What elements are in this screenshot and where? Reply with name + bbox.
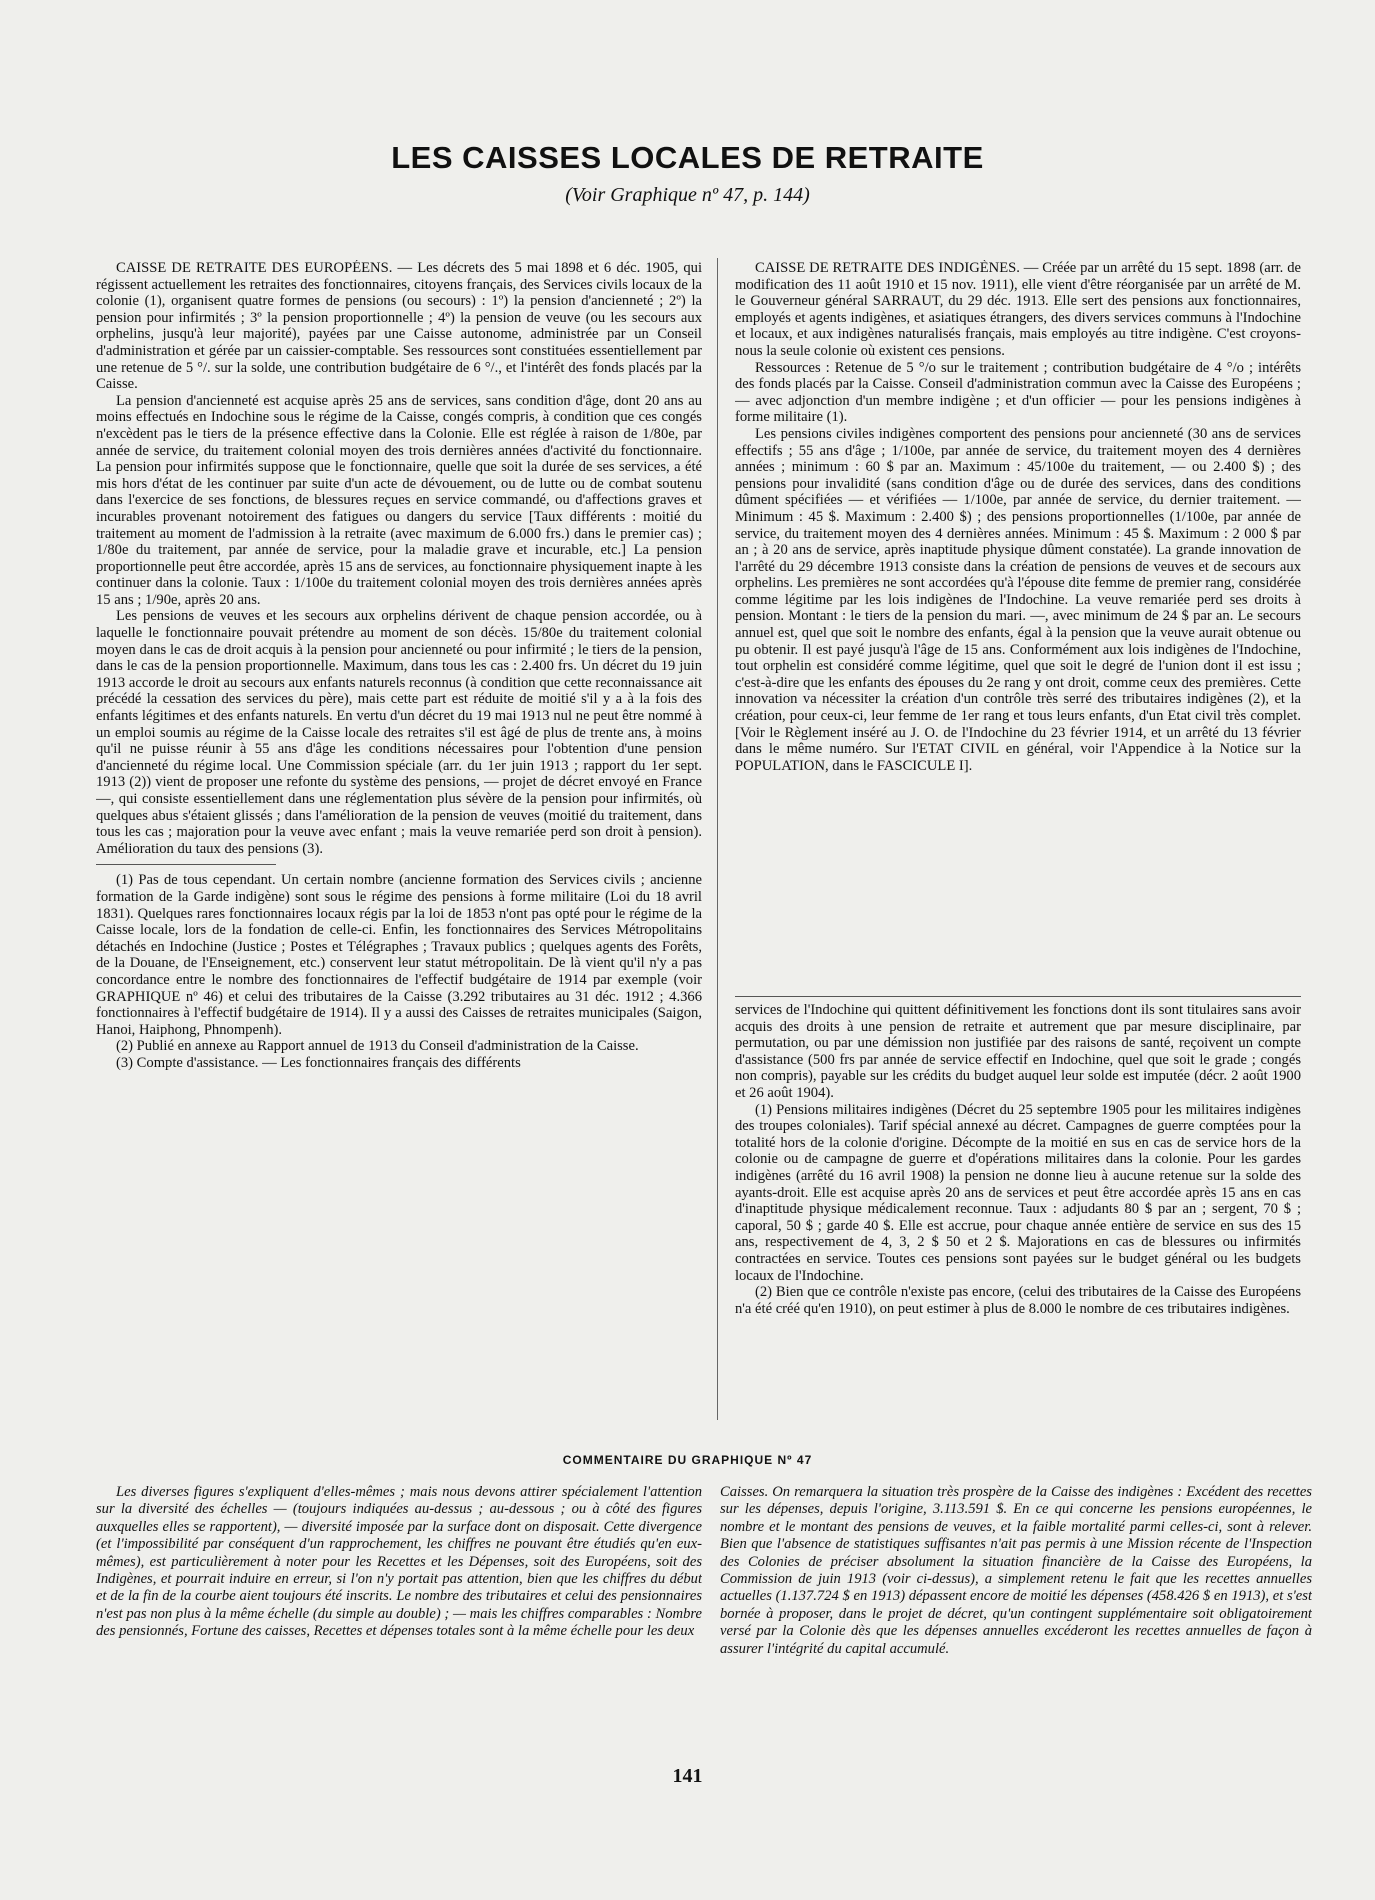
footnote-rule [96, 864, 276, 865]
commentary-heading: COMMENTAIRE DU GRAPHIQUE Nº 47 [562, 1453, 813, 1467]
ressources-paragraph: Ressources : Retenue de 5 °/o sur le traitement ; contribution budgétaire de 4 °/o ; intérêts des fonds placés par la Caisse. Conseil d'administration commun avec la Caisse des Européens ; — avec adjonction d'un membre indigène ; et d'un officier — pour les pensions indigènes à forme militaire (1). [735, 359, 1301, 426]
right-footnote-2: (2) Bien que ce contrôle n'existe pas encore, (celui des tributaires de la Caisse des Européens n'a été créé qu'en 1910), on peut estimer à plus de 8.000 le nombre de ces tributaires indigènes. [735, 1284, 1301, 1317]
commentary-left [96, 1484, 702, 1724]
pensions-civiles-paragraph: Les pensions civiles indigènes comportent des pensions pour ancienneté (30 ans de services effectifs ; 55 ans d'âge ; 1/100e, par année de service, du traitement moyen des 4 dernières années ; minimum : 60 $ par an. Maximum : 45/100e du traitement, — ou 2.400 $) ; des pensions pour invalidité (sans condition d'âge ou de durée des services, dans des conditions dûment spécifiées — et vérifiées — 1/100e, par année de service, du dernier traitement. — Minimum : 45 $. Maximum : 2.400 $) ; des pensions proportionnelles (1/100e, par année de service, du traitement moyen des 4 dernières années. Minimum : 45 $. Maximum : 2 000 $ par an ; à 20 ans de service, après inaptitude physique dûment constatée). La grande innovation de l'arrêté du 29 décembre 1913 consiste dans la création de pensions de veuves et de secours aux orphelins. Les premières ne sont accordées qu'à l'épouse dite femme de premier rang, considérée comme légitime par les lois indigènes de l'Indochine. La veuve remariée perd ses droits à pension. Montant : le tiers de la pension du mari. —, avec minimum de 24 $ par an. Le secours annuel est, quel que soit le nombre des enfants, égal à la pension que la veuve aurait obtenue ou pu obtenir. Il est payé jusqu'à l'âge de 15 ans. Conformément aux lois indigènes de l'Indochine, tout orphelin est considéré comme légitime, quel que soit le degré de l'union dont il est issu ; c'est-à-dire que les enfants des épouses du 2e rang y ont droit, comme ceux des premières. Cette innovation va nécessiter la création d'un contrôle très serré des tributaires indigènes (2), et la création, pour ceux-ci, leur femme de 1er rang et tous leurs enfants, d'un Etat civil très complet. [Voir le Règlement inséré au J. O. de l'Indochine du 23 février 1914, et un arrêté du 13 février dans le même numéro. Sur l'ETAT CIVIL en général, voir l'Appendice à la Notice sur la POPULATION, dans le FASCICULE I]. [735, 425, 1301, 774]
page-title: LES CAISSES LOCALES DE RETRAITE [391, 140, 984, 175]
commentary-left-text: Les diverses figures s'expliquent d'elles-mêmes ; mais nous devons attirer spécialement l'attention sur la diversité des échelles — (toujours indiquées au-dessus ; au-dessous ; ou à côté des figures auxquelles elles se rapportent), — diversité imposée par la surface dont on disposait. Cette divergence (et l'impossibilité par conséquent d'un rapprochement, les chiffres ne pouvant être étudiés qu'en eux-mêmes), est particulièrement à noter pour les Recettes et les Dépenses, soit des Européens, soit des Indigènes, et pourrait induire en erreur, si l'on n'y portait pas attention, bien que les chiffres du début et de la fin de la courbe aient toujours été inscrits. Le nombre des tributaires et celui des pensionnaires n'est pas non plus à la même échelle (du simple au double) ; — mais les chiffres comparables : Nombre des pensionnés, Fortune des caisses, Recettes et dépenses totales sont à la même échelle pour les deux [96, 1484, 702, 1640]
pension-anciennete-paragraph: La pension d'ancienneté est acquise après 25 ans de services, sans condition d'âge, dont 20 ans au moins effectués en Indochine sous le régime de la Caisse, congés compris, à condition que ces congés n'excèdent pas le tiers de la présence effective dans la Colonie. Elle est réglée à raison de 1/80e, par année de service, du traitement colonial moyen des trois dernières années d'activité du fonctionnaire. La pension pour infirmités suppose que le fonctionnaire, quelle que soit la durée de ses services, a été mis hors d'état de les continuer par suite d'un acte de dévouement, ou de lutte ou de combat soutenu dans l'exercice de ses fonctions, de blessures reçues en service commandé, ou d'affections graves et incurables provenant notoirement des fatigues ou dangers du service [Taux différents : moitié du traitement au moment de l'admission à la retraite (avec maximum de 6.000 frs.) dans le premier cas) ; 1/80e du traitement, par année de service, pour la maladie grave et incurable, etc.] La pension proportionnelle peut être accordée, après 15 ans de services, au fonctionnaire physiquement inapte à les continuer dans la colonie. Taux : 1/100e du traitement colonial moyen des trois dernières années après 15 ans ; 1/90e, après 20 ans. [96, 392, 702, 608]
pension-veuves-paragraph: Les pensions de veuves et les secours aux orphelins dérivent de chaque pension accordée, ou à laquelle le fonctionnaire pouvait prétendre au moment de son décès. 15/80e du traitement colonial moyen dans le cas de droit acquis à la pension pour ancienneté ou pour infirmité ; le tiers de la pension, dans le cas de la pension proportionnelle. Maximum, dans tous les cas : 2.400 frs. Un décret du 19 juin 1913 accorde le droit au secours aux enfants naturels reconnus (à condition que cette reconnaissance ait précédé la cessation des services du père), mais cette part est réduite de moitié s'il y a à la fois des enfants légitimes et des enfants naturels. En vertu d'un décret du 19 mai 1913 nul ne peut être nommé à un emploi soumis au régime de la Caisse locale des retraites s'il est âgé de plus de trente ans, à moins qu'il ne puisse réunir à 55 ans d'âge les conditions nécessaires pour l'obtention d'une pension d'ancienneté du régime local. Une Commission spéciale (arr. du 1er juin 1913 ; rapport du 1er sept. 1913 (2)) vient de proposer une refonte du système des pensions, — projet de décret envoyé en France —, qui consiste essentiellement dans une réglementation plus sévère de la pension pour infirmités, où quelques abus s'étaient glissés ; dans l'amélioration de la pension de veuves (moitié du traitement, dans tous les cas ; majoration pour la veuve avec enfant ; mais la veuve remariée perd son droit à pension). Amélioration du taux des pensions (3). [96, 608, 702, 857]
footnote-1: (1) Pas de tous cependant. Un certain nombre (ancienne formation des Services civils ; ancienne formation de la Garde indigène) sont sous le régime des pensions à forme militaire (Loi du 18 avril 1831). Quelques rares fonctionnaires locaux régis par la loi de 1853 n'ont pas opté pour le régime de la Caisse locale, lors de la fondation de celle-ci. Enfin, les fonctionnaires des Services Métropolitains détachés en Indochine (Justice ; Postes et Télégraphes ; Travaux publics ; quelques agents des Forêts, de la Douane, de l'Enseignement, etc.) conservent leur statut métropolitain. De là vient qu'il n'y a pas concordance entre le nombre des fonctionnaires de l'effectif budgétaire de 1914 par exemple (voir GRAPHIQUE nº 46) et celui des tributaires de la Caisse (3.292 tributaires au 31 déc. 1912 ; 4.366 fonctionnaires à l'effectif budgétaire de 1914). Il y a aussi des Caisses de retraites municipales (Saigon, Hanoi, Haiphong, Phnompenh). [96, 872, 702, 1038]
footnote-2: (2) Publié en annexe au Rapport annuel de 1913 du Conseil d'administration de la Caisse. [116, 1038, 639, 1055]
right-column-upper [735, 260, 1301, 1000]
right-column-footnotes [735, 1002, 1301, 1432]
footnote-3: (3) Compte d'assistance. — Les fonctionnaires français des différents [116, 1054, 521, 1071]
right-footnote-1: (1) Pensions militaires indigènes (Décret du 25 septembre 1905 pour les militaires indigènes des troupes coloniales). Tarif spécial annexé au décret. Campagnes de guerre comptées pour la totalité hors de la colonie d'origine. Décompte de la moitié en sus en cas de service hors de la colonie ou de campagne de guerre et d'opérations militaires dans la colonie. Pour les gardes indigènes (arrêté du 16 avril 1908) la pension ne donne lieu à aucune retenue sur la solde des ayants-droit. Elle est acquise après 20 ans de services et peut être accordée après 15 ans en cas d'inaptitude physique médicalement reconnue. Taux : adjudants 80 $ par an ; sergent, 70 $ ; caporal, 50 $ ; garde 40 $. Elle est accrue, pour chaque année entière de service en sus des 15 ans, respectivement de 4, 3, 2 $ 50 et 2 $. Majorations en cas de blessures ou infirmités contractées en service. Toutes ces pensions sont payées sur le budget général ou les budgets locaux de l'Indochine. [735, 1101, 1301, 1284]
column-divider [717, 258, 718, 1420]
page-number: 141 [672, 1765, 703, 1787]
left-column [96, 260, 702, 1430]
europeens-intro-paragraph: CAISSE DE RETRAITE DES EUROPÉENS. — Les décrets des 5 mai 1898 et 6 déc. 1905, qui régissent actuellement les retraites des fonctionnaires, citoyens français, des Services civils locaux de la colonie (1), organisent quatre formes de pensions (ou secours) : 1º) la pension d'ancienneté ; 2º) la pension pour infirmités ; 3º la pension proportionnelle ; 4º) la pension de veuve (ou les secours aux orphelins, jusqu'à leur majorité), payées par une Caisse autonome, administrée par un Conseil d'administration et gérée par un caissier-comptable. Ses ressources sont constituées essentiellement par une retenue de 5 °/. sur la solde, une contribution budgétaire de 6 °/., et l'intérêt des fonds placés par la Caisse. [96, 260, 702, 393]
page-subtitle: (Voir Graphique nº 47, p. 144) [565, 184, 810, 206]
right-footnote-rule [735, 996, 1301, 997]
footnote-3-continued: services de l'Indochine qui quittent définitivement les fonctions dont ils sont titulaires sans avoir acquis des droits à une pension de retraite et autrement que par mesure disciplinaire, par permutation, ou par une démission non justifiée par des raisons de santé, reçoivent un compte d'assistance (500 frs par année de service effectif en Indochine, quel que soit le grade ; congés non compris), payable sur les crédits du budget auquel leur solde est imputée (décr. 2 août 1900 et 26 août 1904). [735, 1002, 1301, 1101]
commentary-right-text: Caisses. On remarquera la situation très prospère de la Caisse des indigènes : Excédent des recettes sur les dépenses, depuis l'origine, 3.113.591 $. En ce qui concerne les pensions européennes, le nombre et le montant des pensions de veuves, et la faible mortalité parmi celles-ci, sont à relever. Bien que l'absence de statistiques suffisantes n'ait pas permis à une Mission récente de l'Inspection des Colonies de préciser absolument la situation financière de la Caisse des Européens, la Commission de juin 1913 (voir ci-dessus), a simplement retenu le fait que les recettes annuelles actuelles (1.137.724 $ en 1913) dépassent encore de moitié les dépenses (458.426 $ en 1913), et s'est bornée à proposer, dans le projet de décret, qu'un contingent supplémentaire soit obligatoirement versé par la Colonie dès que les dépenses annuelles excéderont les recettes annuelles de façon à assurer l'intégrité du capital accumulé. [720, 1484, 1312, 1657]
commentary-right [720, 1484, 1312, 1724]
indigenes-intro-paragraph: CAISSE DE RETRAITE DES INDIGÈNES. — Créée par un arrêté du 15 sept. 1898 (arr. de modification des 11 août 1910 et 15 nov. 1911), elle vient d'être réorganisée par un arrêté de M. le Gouverneur général SARRAUT, du 29 déc. 1913. Elle sert des pensions aux fonctionnaires, employés et agents indigènes, et asiatiques étrangers, des divers services communs à l'Indochine et locaux, et aux indigènes naturalisés français, mais employés au titre indigène. C'est croyons-nous la seule colonie où existent ces pensions. [735, 260, 1301, 359]
